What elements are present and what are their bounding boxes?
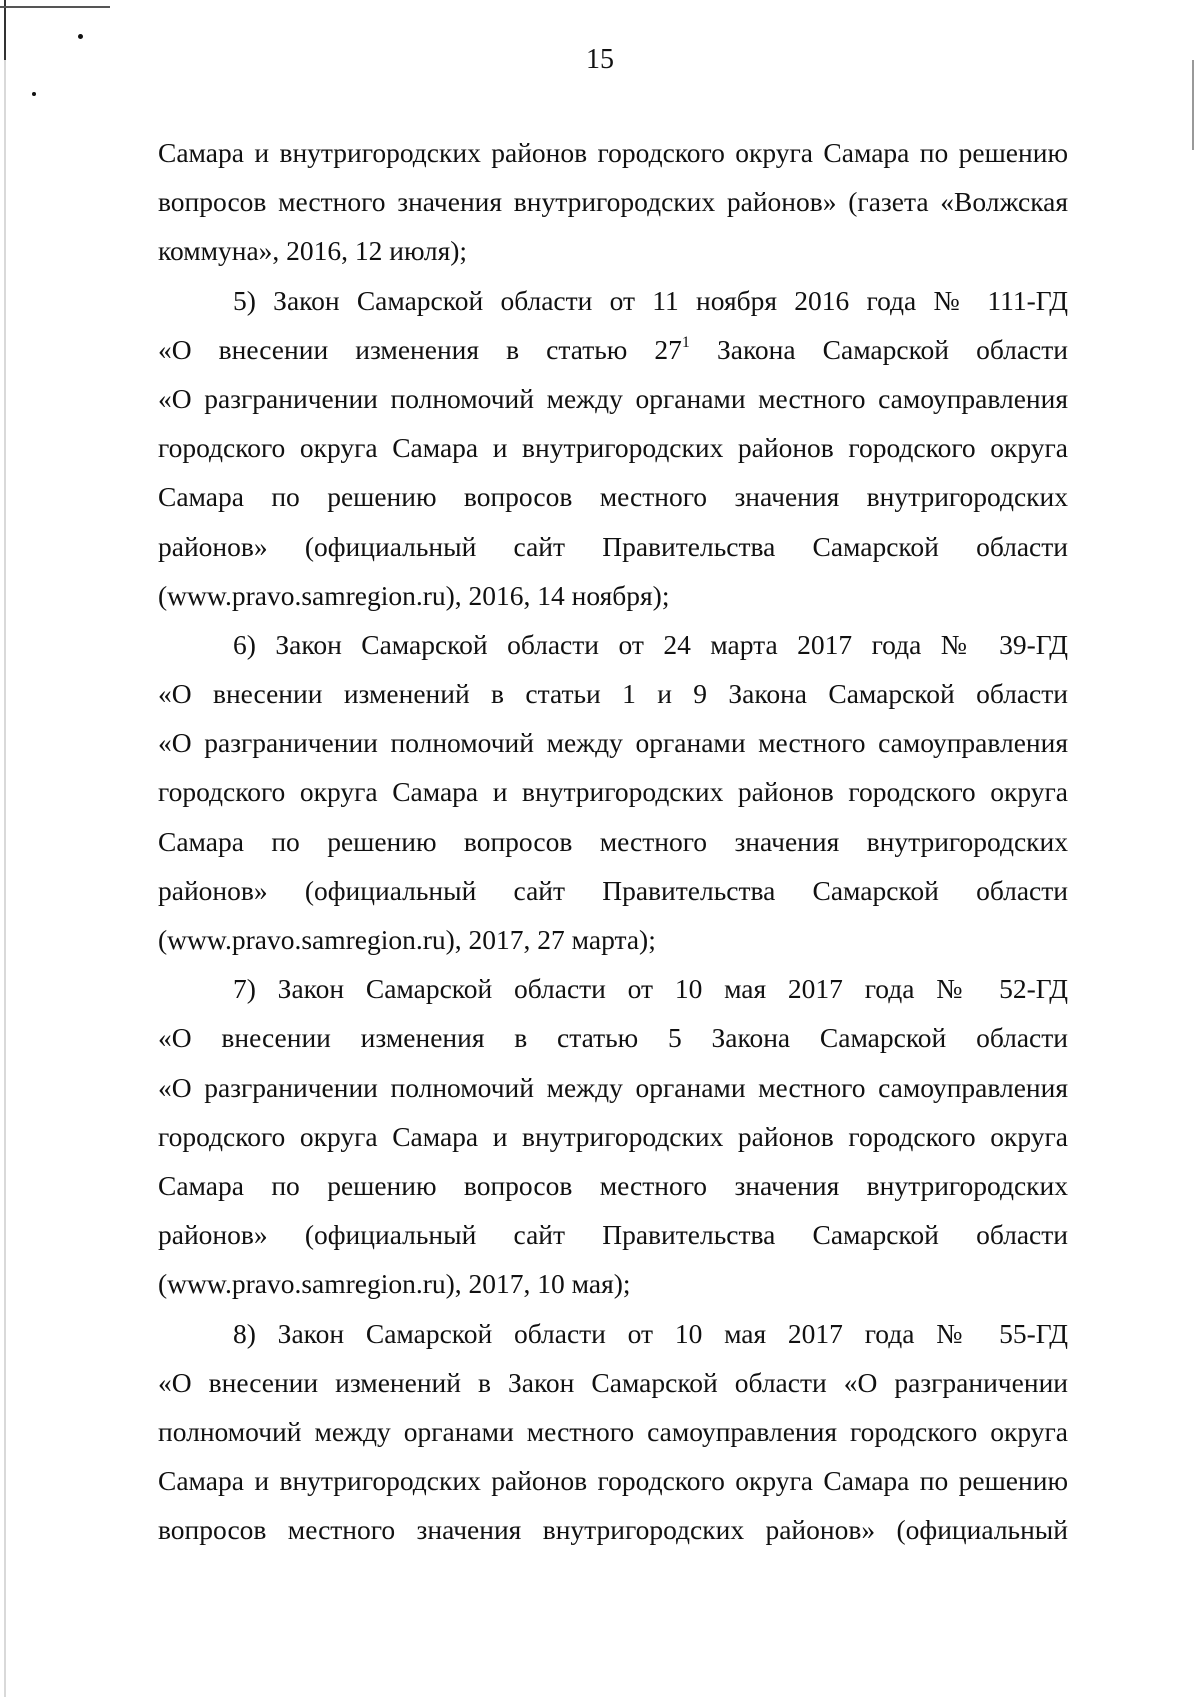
text-line: вопросов местного значения внутригородских районов» (газета «Волжская [158, 186, 1068, 218]
text-line: (www.pravo.samregion.ru), 2017, 10 мая); [158, 1268, 631, 1300]
text-line: «О внесении изменения в статью 5 Закона Самарской области [158, 1022, 1068, 1054]
text-line: 8) Закон Самарской области от 10 мая 2017 года № 55-ГД [233, 1317, 1068, 1349]
text-line: «О внесении изменений в Закон Самарской области «О разграничении [158, 1366, 1068, 1398]
text-line: районов» (официальный сайт Правительства Самарской области [158, 874, 1068, 906]
text-line: районов» (официальный сайт Правительства Самарской области [158, 530, 1068, 562]
text-line: Самара по решению вопросов местного значения внутригородских [158, 481, 1068, 513]
text-fragment: «О внесении изменения в статью 27 [158, 333, 682, 365]
text-line: «О внесении изменений в статьи 1 и 9 Закона Самарской области [158, 678, 1068, 710]
superscript: 1 [681, 333, 690, 351]
text-line: (www.pravo.samregion.ru), 2017, 27 марта); [158, 924, 656, 955]
text-line: «О разграничении полномочий между органами местного самоуправления [158, 382, 1068, 414]
text-line: «О разграничении полномочий между органами местного самоуправления [158, 727, 1068, 759]
scan-speck [32, 92, 36, 96]
scan-edge-left [4, 0, 6, 1697]
text-line [158, 325, 1068, 374]
scan-edge-top [0, 6, 110, 8]
text-line: вопросов местного значения внутригородских районов» (официальный [158, 1514, 1068, 1546]
text-line: городского округа Самара и внутригородских районов городского округа [158, 776, 1068, 808]
document-body [158, 128, 1068, 1554]
text-fragment: Закона Самарской области [689, 333, 1068, 365]
text-line: 5) Закон Самарской области от 11 ноября 2016 года № 111-ГД [233, 284, 1068, 316]
text-line: Самара и внутригородских районов городского округа Самара по решению [158, 137, 1068, 168]
text-line: Самара по решению вопросов местного значения внутригородских [158, 1169, 1068, 1201]
text-line: Самара и внутригородских районов городского округа Самара по решению [158, 1465, 1068, 1497]
page-number: 15 [586, 44, 614, 75]
text-line: 6) Закон Самарской области от 24 марта 2017 года № 39-ГД [233, 628, 1068, 660]
text-line: коммуна», 2016, 12 июля); [158, 235, 468, 267]
scan-speck [78, 34, 83, 39]
text-line: (www.pravo.samregion.ru), 2016, 14 ноября); [158, 579, 670, 611]
text-line: городского округа Самара и внутригородских районов городского округа [158, 432, 1068, 464]
text-line: городского округа Самара и внутригородских районов городского округа [158, 1120, 1068, 1152]
text-line: «О разграничении полномочий между органами местного самоуправления [158, 1071, 1068, 1103]
text-line: полномочий между органами местного самоуправления городского округа [158, 1415, 1068, 1447]
text-line: районов» (официальный сайт Правительства Самарской области [158, 1219, 1068, 1251]
text-line: Самара по решению вопросов местного значения внутригородских [158, 825, 1068, 857]
text-line: 7) Закон Самарской области от 10 мая 2017 года № 52-ГД [233, 973, 1068, 1005]
